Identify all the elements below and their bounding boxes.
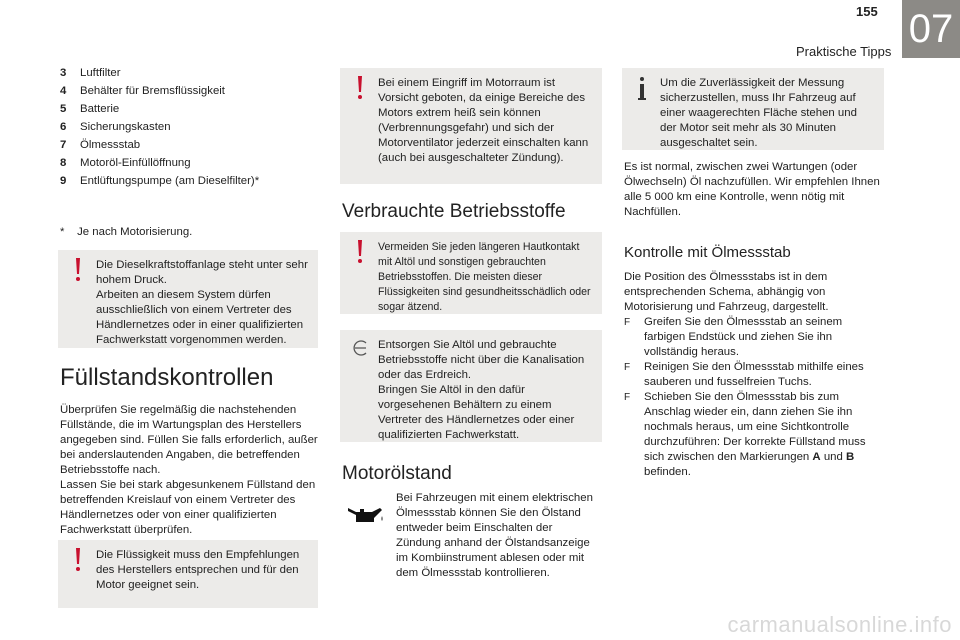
paragraph: Es ist normal, zwischen zwei Wartungen (oder Ölwechseln) Öl nachzufüllen. Wir empfehlen Ihnen alle 5 000 km eine Kontrolle, wenn nötig mit Nachfüllen. [624, 161, 880, 218]
list-item: F Reinigen Sie den Ölmessstab mithilfe eines sauberen und fusselfreien Tuchs. [624, 361, 864, 388]
warning-box-skin [340, 232, 602, 314]
legend-list [60, 64, 320, 190]
warning-box-fluid [58, 540, 318, 608]
list-item: F Schieben Sie den Ölmessstab bis zum Anschlag wieder ein, dann ziehen Sie ihn nochmals heraus, um eine Sichtkontrolle durchzuführen: Der korrekte Füllstand muss sich zwischen den Markierungen A und B befinden. [624, 391, 866, 478]
paragraph: Die Position des Ölmessstabs ist in dem entsprechenden Schema, abhängig von Motorisierung und Fahrzeug, dargestellt. [624, 271, 829, 313]
list-item: 3 Luftfilter [60, 67, 121, 79]
messstab-instructions [624, 270, 886, 480]
warning-exclamation-icon [350, 240, 370, 264]
warning-box-diesel [58, 250, 318, 348]
warning-text: Die Flüssigkeit muss den Empfehlungen des Herstellers entsprechen und für den Motor geeignet sein. [96, 549, 300, 591]
warning-box-engine [340, 68, 602, 184]
warning-exclamation-icon [350, 76, 370, 100]
footnote: * Je nach Motorisierung. [60, 226, 193, 238]
environment-text: Bringen Sie Altöl in den dafür vorgesehenen Behältern zu einem Vertreter des Händlernetzes oder einer qualifizierten Fachwerkstatt. [378, 384, 575, 441]
paragraph: Überprüfen Sie regelmäßig die nachstehenden Füllstände, die im Wartungsplan des Herstellers angegeben sind. Füllen Sie falls erforderlich, außer bei anderslautenden Angaben, die betreffenden Betriebsstoffe nach. Lassen Sie bei stark abgesunkenem Füllstand den betreffenden Kreislauf von einem Vertreter des Händlernetzes oder von einer qualifizierten Fachwerkstatt überprüfen. [60, 404, 318, 536]
warning-text: Arbeiten an diesem System dürfen ausschließlich von einem Vertreter des Händlernetzes oder in einer qualifizierten Fachwerkstatt vorgenommen werden. [96, 289, 304, 346]
environment-box [340, 330, 602, 442]
info-icon [632, 76, 652, 100]
list-item: 9 Entlüftungspumpe (am Dieselfilter)* [60, 175, 260, 187]
section-heading-motoroel: Motorölstand [342, 463, 452, 484]
info-text: Um die Zuverlässigkeit der Messung sicherzustellen, muss Ihr Fahrzeug auf einer waagerechten Fläche stehen und der Motor seit mehr als 30 Minuten ausgeschaltet sein. [660, 77, 857, 149]
oil-can-icon [346, 504, 386, 531]
bullet-marker: F [624, 362, 631, 373]
warning-text: Vermeiden Sie jeden längeren Hautkontakt mit Altöl und sonstigen gebrauchten Betriebsstoffen. Die meisten dieser Flüssigkeiten sind gesundheitsschädlich oder sogar ätzend. [378, 241, 591, 313]
warning-exclamation-icon [68, 548, 88, 572]
watermark: carmanualsonline.info [727, 612, 952, 637]
page-number: 155 [856, 4, 878, 19]
list-item: 5 Batterie [60, 103, 120, 115]
list-item: 6 Sicherungskasten [60, 121, 171, 133]
warning-text: Bei einem Eingriff im Motorraum ist Vorsicht geboten, da einige Bereiche des Motors extrem heiß sein können (Verbrennungsgefahr) und sich der Motorventilator jederzeit einschalten kann (auch bei ausgeschalteter Zündung). [378, 77, 589, 164]
chapter-badge: 07 [902, 0, 960, 58]
bullet-marker: F [624, 317, 631, 328]
list-item: F Greifen Sie den Ölmessstab an seinem farbigen Endstück und ziehen Sie ihn vollständig heraus. [624, 316, 843, 358]
list-item: 8 Motoröl-Einfüllöffnung [60, 157, 191, 169]
info-box [622, 68, 884, 150]
section-title: Praktische Tipps [796, 44, 892, 59]
list-item: 7 Ölmessstab [60, 139, 141, 151]
paragraph: Bei Fahrzeugen mit einem elektrischen Ölmessstab können Sie den Ölstand entweder beim Einschalten der Zündung anhand der Ölstandsanzeige im Kombiinstrument ablesen oder mit dem Ölmessstab kontrollieren. [396, 492, 593, 579]
warning-text: Die Dieselkraftstoffanlage steht unter sehr hohem Druck. [96, 259, 308, 286]
section-heading-fuellstand: Füllstandskontrollen [60, 364, 274, 391]
bullet-marker: F [624, 392, 631, 403]
section-heading-verbrauchte: Verbrauchte Betriebsstoffe [342, 201, 566, 222]
environment-text: Entsorgen Sie Altöl und gebrauchte Betriebsstoffe nicht über die Kanalisation oder das Erdreich. [378, 339, 585, 381]
environment-leaf-icon [350, 338, 370, 362]
section-heading-messstab: Kontrolle mit Ölmessstab [624, 244, 791, 261]
warning-exclamation-icon [68, 258, 88, 282]
list-item: 4 Behälter für Bremsflüssigkeit [60, 85, 225, 97]
